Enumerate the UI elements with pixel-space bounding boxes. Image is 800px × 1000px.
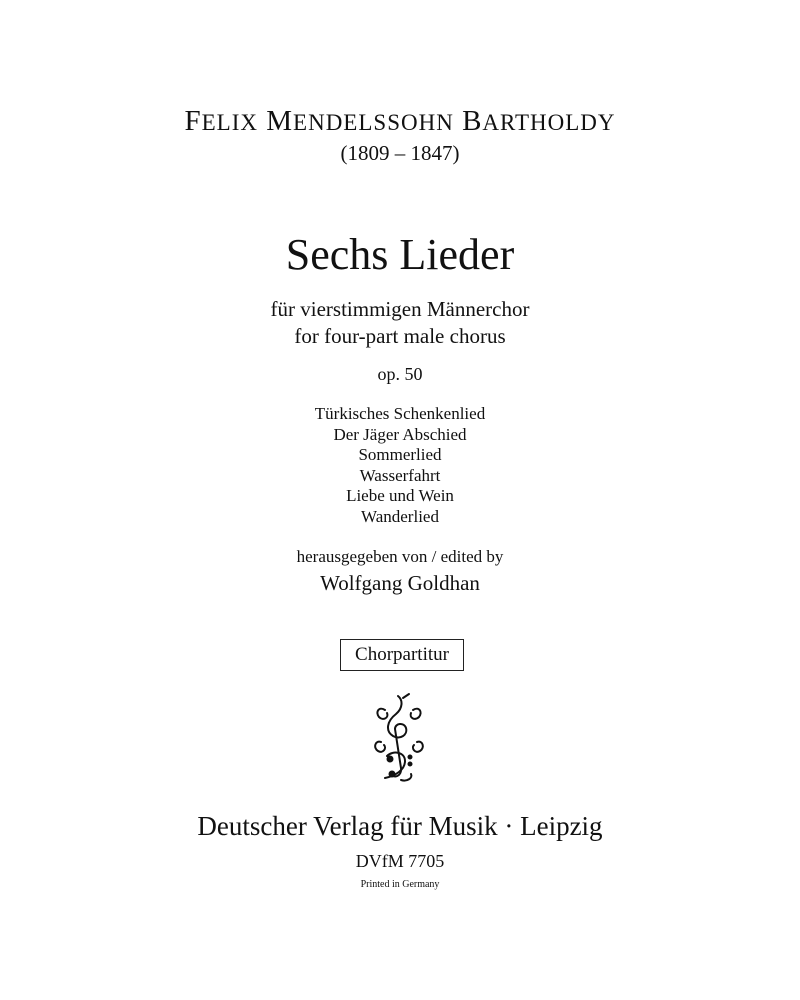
song-item: Türkisches Schenkenlied: [314, 404, 486, 423]
composer-middle-initial: M: [266, 105, 294, 137]
song-list: [0, 404, 800, 528]
clef-ornament-icon: [365, 690, 435, 785]
composer-first-initial: F: [184, 105, 202, 137]
composer-name: [0, 107, 800, 136]
subtitle-english: for four-part male chorus: [294, 324, 506, 348]
composer-first-rest: ELIX: [201, 110, 258, 135]
song-item: Wanderlied: [361, 506, 439, 526]
edition-type-label: Chorpartitur: [355, 644, 449, 665]
printed-in-note: Printed in Germany: [360, 879, 440, 890]
composer-middle-rest: ENDELSSOHN: [293, 110, 454, 135]
catalog-number: DVfM 7705: [355, 851, 445, 871]
editor-name: Wolfgang Goldhan: [320, 571, 480, 595]
song-item: Sommerlied: [358, 445, 442, 465]
publisher-name: Deutscher Verlag für Musik · Leipzig: [197, 811, 603, 841]
song-item: Liebe und Wein: [346, 486, 454, 506]
subtitle-german: für vierstimmigen Männerchor: [270, 297, 530, 321]
edition-type-box: [340, 639, 464, 671]
work-title: Sechs Lieder: [285, 230, 515, 279]
editor-label: herausgegeben von / edited by: [296, 547, 504, 566]
composer-dates: (1809 – 1847): [340, 141, 460, 165]
composer-last-initial: B: [462, 105, 483, 137]
song-item: Der Jäger Abschied: [333, 424, 467, 444]
song-item: Wasserfahrt: [359, 465, 441, 485]
composer-last-rest: ARTHOLDY: [482, 110, 616, 135]
opus-number: op. 50: [377, 364, 423, 384]
